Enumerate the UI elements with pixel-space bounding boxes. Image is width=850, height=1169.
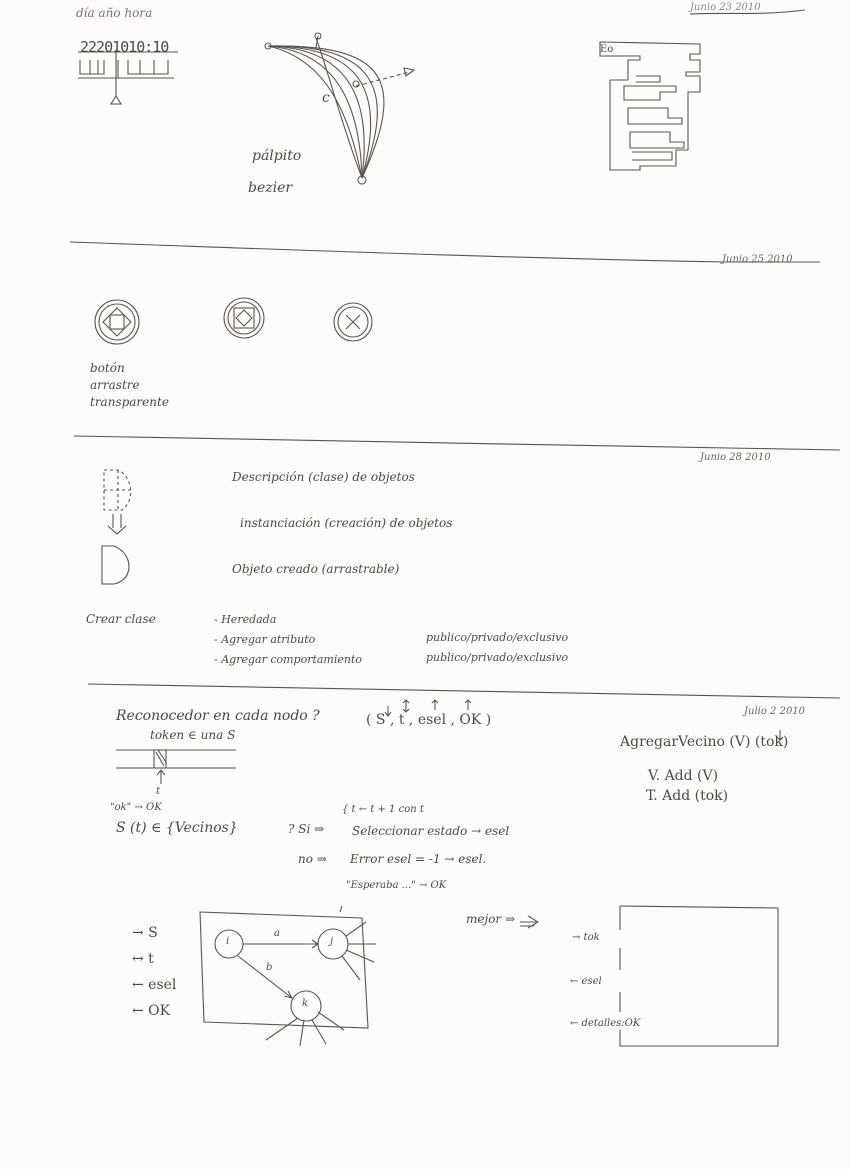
- node-j: j: [330, 936, 334, 947]
- caption-line: transparente: [90, 395, 169, 409]
- pointer-triangle: [111, 96, 121, 104]
- mejor-label: mejor ⇒: [466, 912, 516, 926]
- crear-item: - Agregar comportamiento: [214, 653, 363, 666]
- si-label: ? Si ⇒: [288, 822, 325, 836]
- crear-item: - Agregar atributo: [214, 633, 316, 646]
- t-add: T. Add (tok): [646, 788, 729, 804]
- agregar-vecino: AgregarVecino (V) (tok): [620, 734, 789, 750]
- button-caption: [90, 360, 169, 411]
- port-label: ← OK: [132, 1003, 171, 1019]
- box-esel: ← esel: [570, 976, 602, 987]
- ok-line: "ok" → OK: [110, 802, 162, 813]
- crear-items: [214, 610, 362, 670]
- objeto-label: Objeto creado (arrastrable): [232, 562, 400, 576]
- divider-1: [70, 242, 820, 262]
- digit-readout: 22201010:10: [80, 38, 169, 56]
- widget-label: Eo: [600, 44, 614, 55]
- t-label: t: [156, 786, 161, 797]
- bezier-label: bezier: [248, 180, 293, 196]
- button-icons: [95, 298, 372, 344]
- box-tok: → tok: [572, 932, 600, 943]
- visibility-line: publico/privado/exclusivo: [426, 651, 569, 664]
- caption-line: botón: [90, 361, 125, 375]
- divider-2: [74, 436, 840, 450]
- v-add: V. Add (V): [648, 768, 719, 784]
- date-junio-28: Junio 28 2010: [700, 452, 771, 463]
- crear-clase-label: Crear clase: [86, 612, 156, 626]
- crear-item: - Heredada: [214, 613, 277, 626]
- curve-label: c: [322, 90, 330, 106]
- network-diagram: [200, 906, 376, 1046]
- date-junio-23: Junio 23 2010: [690, 2, 761, 13]
- visibility-options: [426, 628, 568, 668]
- palpito-label: pálpito: [252, 148, 302, 164]
- tuple: ( S , t , esel , OK ): [366, 712, 492, 728]
- esperaba-label: "Esperaba ..." → OK: [346, 880, 447, 891]
- digit-ticks-right: [118, 60, 168, 78]
- divider-3: [88, 684, 840, 698]
- edge-a: a: [274, 928, 280, 939]
- reconocedor-title: Reconocedor en cada nodo ?: [116, 708, 320, 724]
- date-julio-2: Julio 2 2010: [744, 706, 806, 717]
- component-box: [520, 906, 778, 1046]
- port-label: → S: [132, 925, 158, 941]
- t-increment: { t ← t + 1 con t: [342, 804, 424, 815]
- edge-b: b: [266, 962, 273, 973]
- node-k: k: [302, 998, 309, 1009]
- token-strip: [116, 750, 236, 784]
- port-label: ← esel: [132, 977, 177, 993]
- seleccionar-label: Seleccionar estado → esel: [352, 824, 510, 838]
- digit-ticks-left: [80, 60, 104, 74]
- time-header: día año hora: [76, 6, 153, 20]
- error-label: Error esel = -1 → esel.: [350, 852, 487, 866]
- box-detalles: ← detalles:OK: [570, 1018, 641, 1029]
- descripcion-label: Descripción (clase) de objetos: [232, 470, 415, 484]
- caption-line: arrastre: [90, 378, 140, 392]
- visibility-line: publico/privado/exclusivo: [426, 631, 569, 644]
- widget-sketch: [600, 42, 700, 170]
- instanciacion-label: instanciación (creación) de objetos: [240, 516, 453, 530]
- no-label: no ⇒: [298, 852, 327, 866]
- date-junio-25: Junio 25 2010: [722, 254, 793, 265]
- node-i: i: [226, 936, 230, 947]
- object-glyphs: [102, 470, 131, 584]
- diagram-ports: [132, 920, 176, 1024]
- port-label: ↔ t: [132, 951, 154, 967]
- token-label: token ∈ una S: [150, 728, 236, 742]
- set-expr: S (t) ∈ {Vecinos}: [116, 820, 238, 836]
